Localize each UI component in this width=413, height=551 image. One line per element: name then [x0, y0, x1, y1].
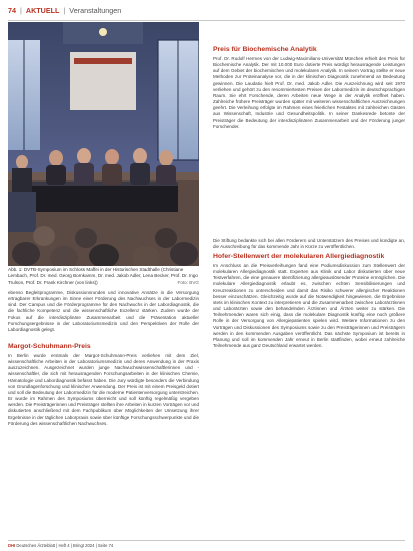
photo-caption: [8, 267, 199, 286]
header-separator: |: [20, 6, 22, 15]
footer-rule: [8, 540, 405, 541]
right-paragraph-1: [213, 56, 405, 130]
page-header: [8, 6, 121, 18]
left-section-heading: Margot-Schuhmann-Preis: [8, 343, 91, 350]
header-separator-2: |: [63, 6, 66, 15]
left-intro-paragraph: [8, 290, 199, 333]
left-section-text: In Berlin wurde erstmals der Margot-Schuhmann-Preis verliehen mit dem Ziel, wissenschaftliche Arbeiten in der Laboratoriumsmedizin und deren Anwendung in der Praxis auszuzeichnen. Ausgezeichnet wurden junge Nachwuchswissenschaftlerinnen und -wissenschaftler, die sich mit herausragenden Forschungsarbeiten in der klinischen Chemie, Hämatologie und Labordiagnostik befasst haben. Die Jury würdigte besonders die Verbindung von Grundlagenforschung und klinischer Anwendung. Der Preis ist mit einem Preisgeld dotiert und soll die Bedeutung der Labormedizin für die moderne Patientenversorgung unterstreichen. Er wurde im Rahmen des Symposiums überreicht und soll künftig regelmäßig vergeben werden. Die Preisträgerinnen und Preisträger stellten ihre Arbeiten in kurzen Vorträgen vor und diskutierten anschließend mit dem Fachpublikum über Möglichkeiten der Umsetzung ihrer Ergebnisse in der täglichen Laborpraxis sowie über künftige Forschungsschwerpunkte und die Förderung des wissenschaftlichen Nachwuchses.: [8, 353, 199, 426]
right-heading-1: Preis für Biochemische Analytik: [213, 46, 317, 53]
page-number: 74: [8, 6, 16, 15]
header-rule: [8, 20, 405, 21]
right-paragraph-2: [213, 263, 405, 349]
left-intro-text: ebenso Begleitprogramme, Diskussionsrunden und innovative Ansätze in die Versorgung ertragbarer Erkrankungen im Sinne einer Förderung des Nachwuchses in der Labormedizin sind. Der Campus und die Förderprogramme für den Nachwuchs in der Labordiagnostik, die die fachliche Kompetenz und die wissenschaftliche Exzellenz stärken. Zudem wurde der Fokus auf die interdisziplinäre Zusammenarbeit und die Präsentation aktueller Forschungsergebnisse in der Laboratoriumsmedizin und den Perspektiven der Rolle der Labordiagnostik gelegt.: [8, 290, 199, 332]
caption-text: Abb. 1: DVTB-Symposium im Schloss Maffei in der Historischen Stadthalle (Christiane Lembach, Prof. Dr. med. Georg Bornkamm, Dr. med. Jakob Adler, Lena Becker, Prof. Dr. Ingo Trulson, Prof. Dr. Frank Kirchner (von links)): [8, 267, 198, 285]
right-text-1b: Die Stiftung bedankte sich bei allen Förderern und Unterstützern des Preises und kündigte an, die Ausschreibung für das kommende Jahr in Kürze zu veröffentlichen.: [213, 238, 405, 250]
right-paragraph-1b: [213, 238, 405, 250]
page-footer: [8, 543, 113, 548]
symposium-photo: [8, 22, 199, 266]
subsection-label: Veranstaltungen: [69, 6, 122, 15]
photo-credit: Foto: BVG: [177, 279, 199, 285]
section-label: AKTUELL: [25, 6, 60, 15]
footer-brand: DHI: [8, 543, 16, 548]
right-heading-2: Hofer-Stellenwert der molekularen Allergiediagnostik: [213, 253, 385, 260]
footer-text: Deutsches Ärzteblatt | Heft 4 | Bringt 2024 | Seite 74: [16, 543, 114, 548]
left-section-paragraph: [8, 353, 199, 427]
right-text-2: Im Anschluss an die Preisverleihungen fand eine Podiumsdiskussion zum Stellenwert der molekularen Allergiediagnostik statt. Experten aus Klinik und Labor diskutierten über neue Testverfahren, die eine genauere Identifizierung allergieauslösender Proteine ermöglichen. Die molekulare Allergiediagnostik erlaubt es, zwischen echten Sensibilisierungen und Kreuzreaktionen zu unterscheiden und damit das Risiko schwerer allergischer Reaktionen besser einzuschätzen. Gleichzeitig wurde auf die Notwendigkeit hingewiesen, die Ergebnisse stets im klinischen Kontext zu interpretieren und die Zusammenarbeit zwischen Laborärztinnen und Laborärzten sowie den behandelnden Ärztinnen und Ärzten weiter zu stärken. Die Teilnehmenden waren sich einig, dass die molekulare Diagnostik künftig eine noch größere Rolle in der Versorgung von Allergiepatienten spielen wird. Weitere Informationen zu den Vorträgen und Diskussionen des Symposiums sowie zu den Preisträgerinnen und Preisträgern werden in den kommenden Ausgaben veröffentlicht. Das nächste Symposium ist bereits in Planung und soll im kommenden Jahr erneut in Berlin stattfinden, wobei erneut zahlreiche Teilnehmende aus ganz Deutschland erwartet werden.: [213, 263, 405, 349]
right-text-1: Prof. Dr. Rudolf Hermes von der Ludwig-Maximilians-Universität München erhielt den Preis für Biochemische Analytik. Der mit 10.000 Euro dotierte Preis würdigt herausragende Leistungen auf dem Gebiet der biochemischen und molekularen Analytik. In seinem Vortrag stellte er neue Methoden zur Proteinanalyse vor, die in der klinischen Diagnostik zunehmend an Bedeutung gewinnen. Die Laudatio hielt Prof. Dr. med. Jakob Adler. Die Auszeichnung wird seit 1970 verliehen und gehört zu den renommiertesten Preisen der Labormedizin im deutschsprachigen Raum. Sie ehrt Forschende, deren Arbeiten neue Wege in der Analytik eröffnet haben. Zahlreiche frühere Preisträger wurden später mit weiteren wissenschaftlichen Auszeichnungen geehrt. Die Verleihung erfolgte im Rahmen eines feierlichen Festaktes mit zahlreichen Gästen aus Wissenschaft, Industrie und Gesundheitspolitik. In seiner Dankesrede betonte der Preisträger die Bedeutung der interdisziplinären Zusammenarbeit und der Förderung junger Forschender.: [213, 56, 405, 129]
